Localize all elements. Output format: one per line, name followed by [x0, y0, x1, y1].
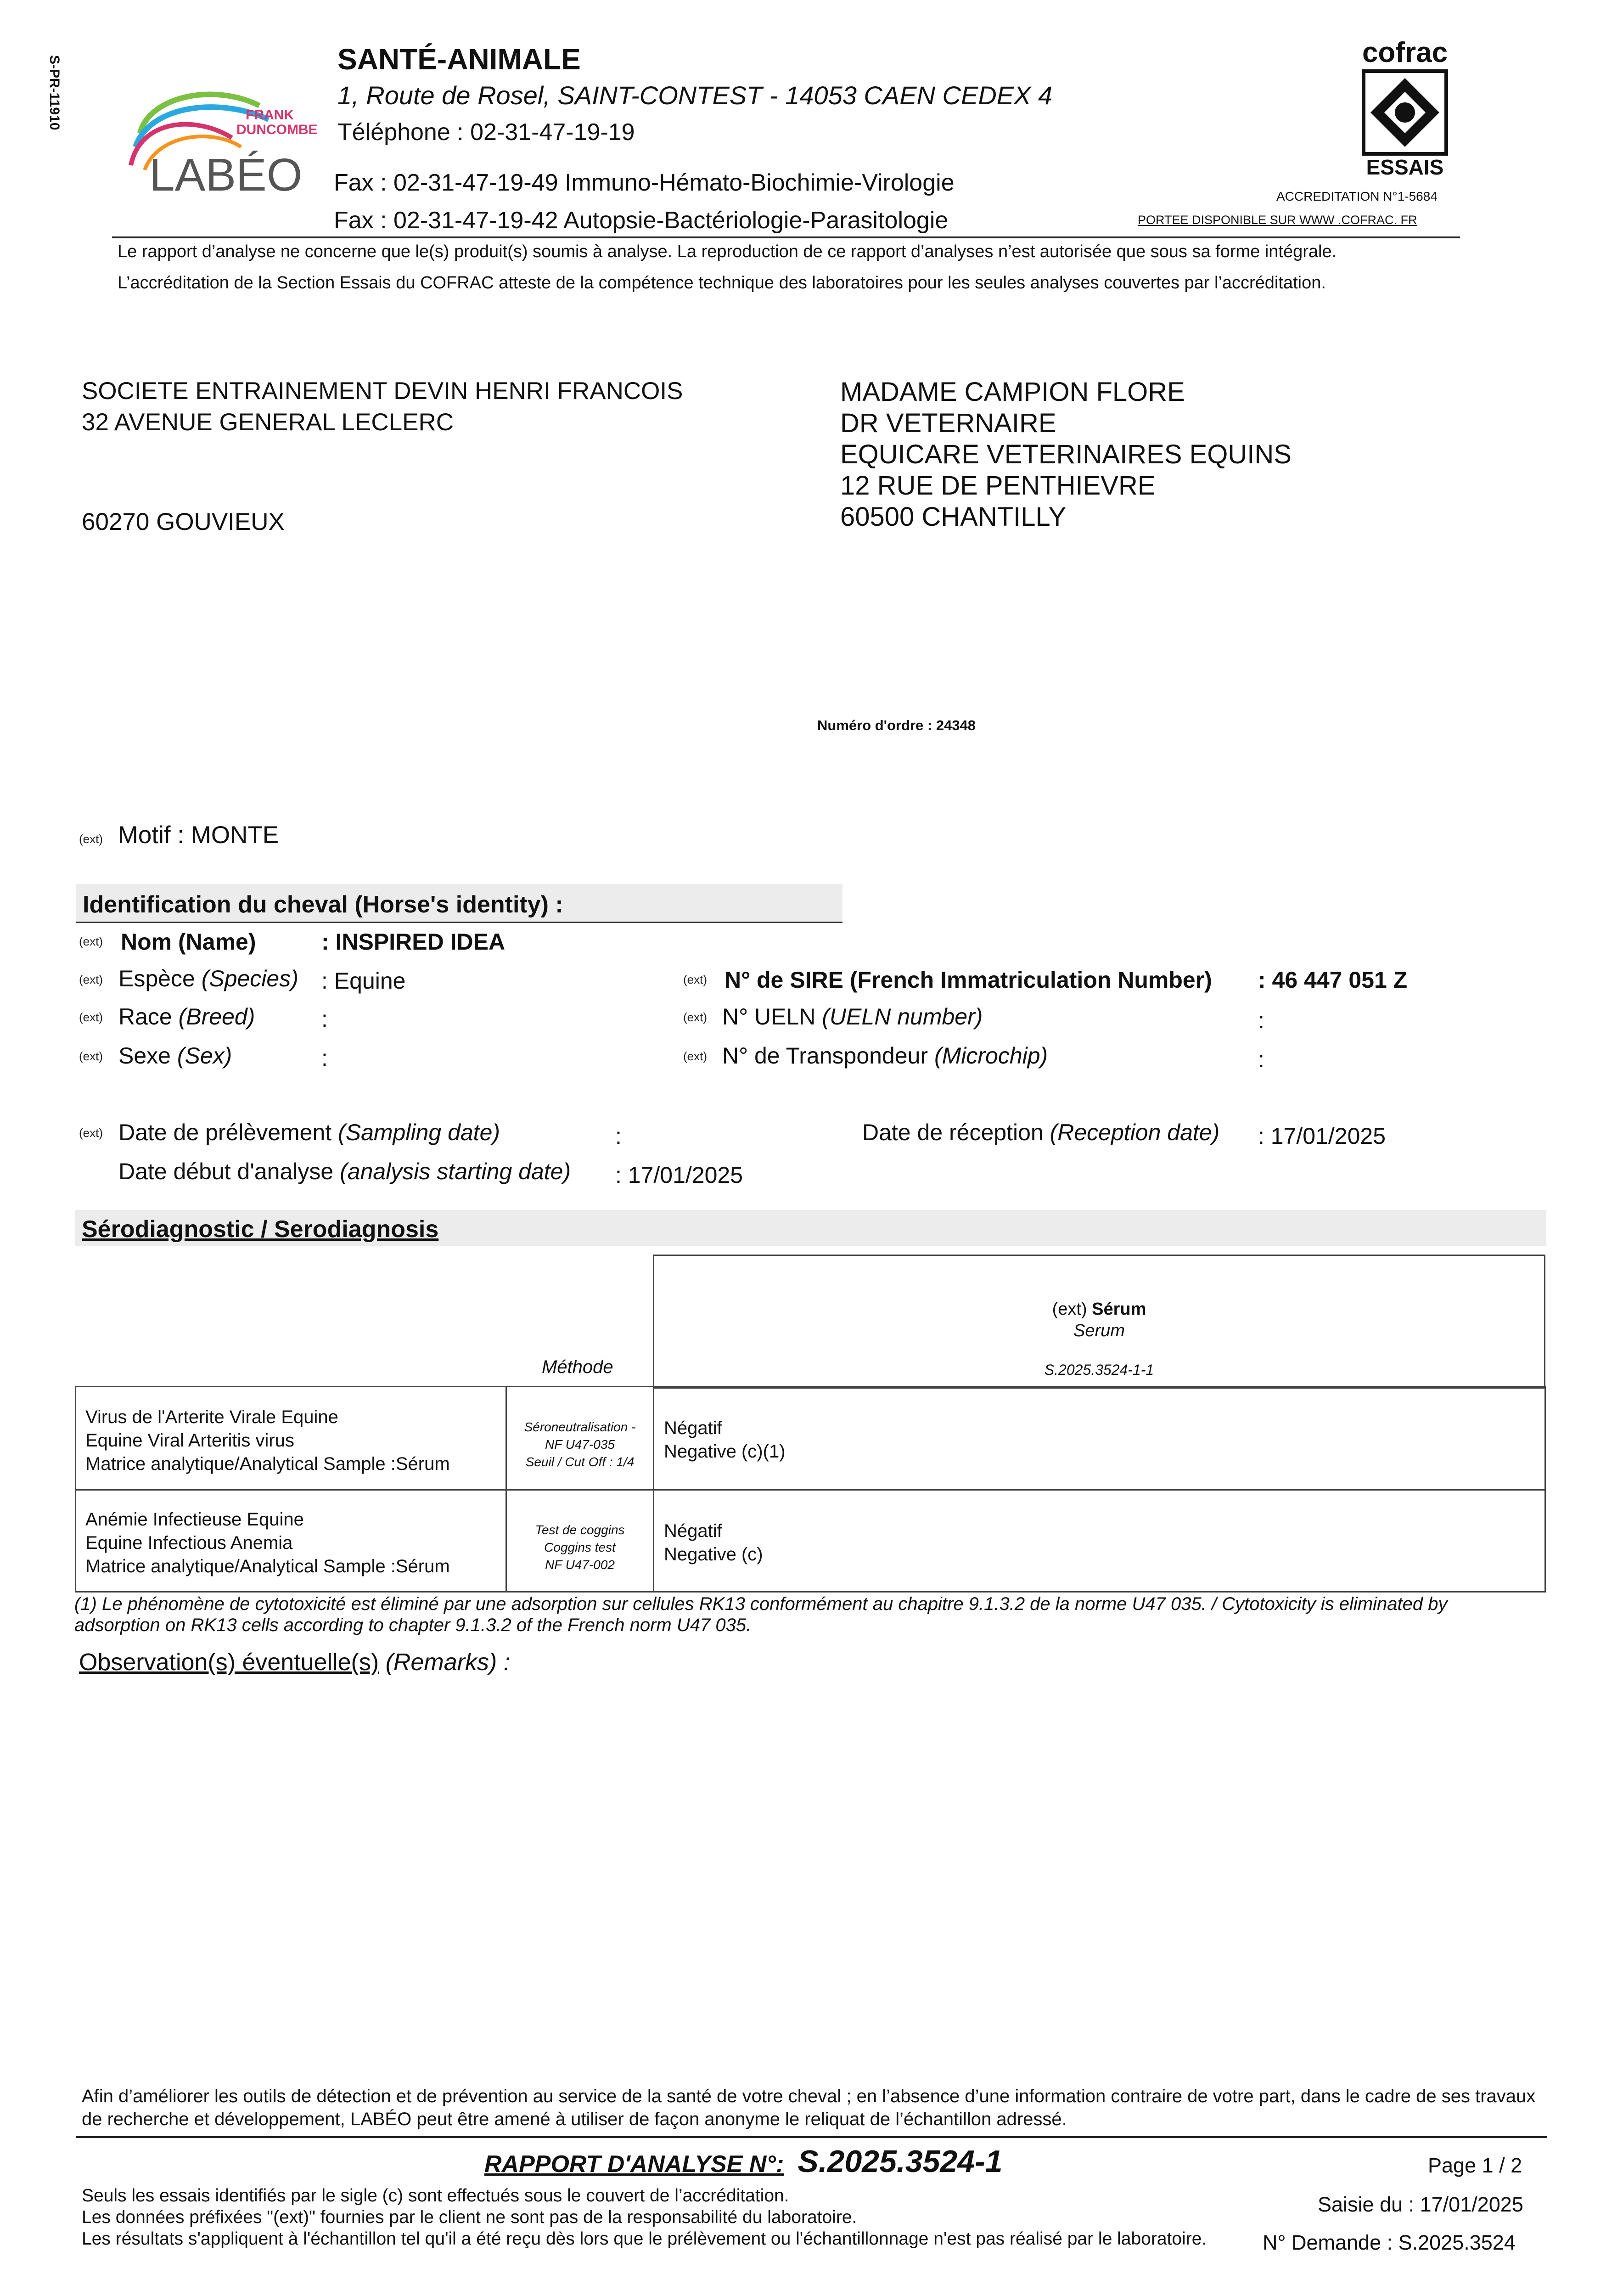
page-number: Page 1 / 2 [1428, 2154, 1522, 2177]
sample-id: S.2025.3524-1-1 [1044, 1362, 1154, 1378]
accreditation-note: L’accréditation de la Section Essais du COFRAC atteste de la compétence technique des laboratoires pour les seules analyses couvertes par l’accréditation. [118, 273, 1326, 293]
species-label: Espèce (Species) [118, 966, 298, 991]
name-label: Nom (Name) [121, 929, 256, 955]
sender-line-2: 32 AVENUE GENERAL LECLERC [82, 409, 454, 436]
species-value: : Equine [321, 968, 406, 994]
breed-value: : [321, 1006, 328, 1032]
logo-labeo: LABÉO [149, 149, 303, 197]
ext-tag: (ext) [79, 832, 103, 846]
sample-header-cell [653, 1255, 1545, 1389]
header-divider [112, 236, 1460, 238]
lab-name: SANTÉ-ANIMALE [337, 43, 581, 76]
lab-address: 1, Route de Rosel, SAINT-CONTEST - 14053 CAEN CEDEX 4 [337, 81, 1053, 110]
table-row-analyte: Anémie Infectieuse Equine Equine Infectious Anemia Matrice analytique/Analytical Sample :Sérum [85, 1509, 450, 1576]
recipient-line-1: MADAME CAMPION FLORE [840, 377, 1185, 407]
methode-header: Méthode [542, 1357, 613, 1377]
report-number: RAPPORT D'ANALYSE N°: S.2025.3524-1 [484, 2144, 1003, 2179]
footer-divider [76, 2136, 1547, 2138]
sample-reuse-notice: Afin d’améliorer les outils de détection et de prévention au service de la santé de votre cheval ; en l’absence d’une information contraire de votre part, dans le cadre de ses travaux de recherche et développement, LABÉO peut être amené à utiliser de façon anonyme le reliquat de l’échantillon adressé. [82, 2086, 1536, 2129]
ext-tag: (ext) [79, 973, 103, 986]
sex-value: : [321, 1045, 328, 1071]
entry-date: Saisie du : 17/01/2025 [1318, 2193, 1523, 2216]
table-row-method: Test de coggins Coggins test NF U47-002 [535, 1523, 625, 1572]
request-number: N° Demande : S.2025.3524 [1263, 2231, 1516, 2254]
ueln-value: : [1258, 1007, 1264, 1033]
name-value: : INSPIRED IDEA [321, 929, 505, 955]
recipient-line-2: DR VETERNAIRE [840, 408, 1056, 438]
sender-address [82, 376, 683, 438]
motif-text: Motif : MONTE [118, 822, 279, 849]
sire-label: N° de SIRE (French Immatriculation Number) [724, 967, 1212, 993]
ext-tag: (ext) [683, 1010, 707, 1024]
logo-frank: FRANK [246, 107, 294, 123]
recipient-line-5: 60500 CHANTILLY [840, 502, 1067, 532]
microchip-value: : [1258, 1047, 1264, 1072]
ueln-label: N° UELN (UELN number) [722, 1004, 983, 1030]
cofrac-logo [1354, 37, 1455, 179]
motif-line [79, 821, 279, 849]
sample-name-en: Serum [1073, 1321, 1125, 1340]
microchip-label: N° de Transpondeur (Microchip) [722, 1043, 1048, 1069]
breed-label: Race (Breed) [118, 1004, 255, 1030]
essais-text: ESSAIS [1366, 155, 1444, 179]
sender-city: 60270 GOUVIEUX [82, 508, 285, 535]
analysis-date-label: Date début d'analyse (analysis starting date) [118, 1159, 571, 1184]
recipient-line-4: 12 RUE DE PENTHIEVRE [840, 471, 1156, 501]
accreditation-number: ACCREDITATION N°1-5684 [1276, 189, 1438, 203]
reception-date-value: : 17/01/2025 [1258, 1123, 1386, 1149]
lab-fax-1: Fax : 02-31-47-19-49 Immuno-Hémato-Biochimie-Virologie [334, 169, 955, 196]
table-row-method: Séroneutralisation - NF U47-035 Seuil / Cut Off : 1/4 [524, 1420, 636, 1469]
lab-telephone: Téléphone : 02-31-47-19-19 [337, 119, 635, 146]
sampling-date-value: : [615, 1123, 622, 1149]
lab-fax-2: Fax : 02-31-47-19-42 Autopsie-Bactériologie-Parasitologie [334, 207, 949, 234]
cofrac-text: cofrac [1362, 37, 1448, 68]
analysis-date-value: : 17/01/2025 [615, 1162, 743, 1188]
sex-label: Sexe (Sex) [118, 1043, 232, 1069]
ext-tag: (ext) [79, 1126, 103, 1140]
table-row-analyte: Virus de l'Arterite Virale Equine Equine Viral Arteritis virus Matrice analytique/Analytical Sample :Sérum [85, 1407, 450, 1474]
identification-title: Identification du cheval (Horse's identity) : [83, 891, 563, 918]
results-table [75, 1386, 1546, 1593]
ext-tag: (ext) [79, 1049, 103, 1063]
footer-line-1: Seuls les essais identifiés par le sigle (c) sont effectués sous le couvert de l’accréditation. [82, 2186, 789, 2206]
sire-value: : 46 447 051 Z [1258, 967, 1408, 993]
portee-link[interactable]: PORTEE DISPONIBLE SUR WWW .COFRAC. FR [1138, 213, 1417, 227]
document-code: S-PR-11910 [47, 55, 62, 130]
cytotoxicity-footnote: (1) Le phénomène de cytotoxicité est éliminé par une adsorption sur cellules RK13 conformément au chapitre 9.1.3.2 de la norme U47 035. / Cytotoxicity is eliminated by adsorption on RK13 cells according to chapter 9.1.3.2 of the French norm U47 035. [74, 1594, 1448, 1635]
report-scope-note: Le rapport d’analyse ne concerne que le(s) produit(s) soumis à analyse. La reproduction de ce rapport d’analyses n’est autorisée que sous sa forme intégrale. [118, 242, 1337, 261]
labeo-logo [122, 78, 324, 197]
recipient-address [840, 377, 1292, 533]
recipient-line-3: EQUICARE VETERINAIRES EQUINS [840, 439, 1292, 469]
ext-tag: (ext) [79, 934, 103, 948]
sender-line-1: SOCIETE ENTRAINEMENT DEVIN HENRI FRANCOIS [82, 377, 683, 405]
sample-name: (ext) Sérum [1052, 1300, 1146, 1319]
table-row-result: Négatif Negative (c) [664, 1521, 763, 1564]
ext-tag: (ext) [683, 973, 707, 986]
ext-tag: (ext) [683, 1049, 707, 1063]
logo-duncombe: DUNCOMBE [236, 122, 318, 137]
sampling-date-label: Date de prélèvement (Sampling date) [118, 1120, 500, 1145]
table-row-result: Négatif Negative (c)(1) [664, 1418, 786, 1462]
order-number: Numéro d'ordre : 24348 [817, 717, 976, 733]
serodiagnosis-title: Sérodiagnostic / Serodiagnosis [82, 1216, 439, 1243]
footer-line-3: Les résultats s'appliquent à l'échantillon tel qu'il a été reçu dès lors que le prélèvement ou l'échantillonnage n'est pas réalisé par le laboratoire. [82, 2229, 1207, 2249]
footer-line-2: Les données préfixées "(ext)" fournies par le client ne sont pas de la responsabilité du laboratoire. [82, 2207, 857, 2227]
reception-date-label: Date de réception (Reception date) [862, 1120, 1220, 1145]
remarks-label: Observation(s) éventuelle(s) (Remarks) : [79, 1649, 511, 1676]
ext-tag: (ext) [79, 1010, 103, 1024]
